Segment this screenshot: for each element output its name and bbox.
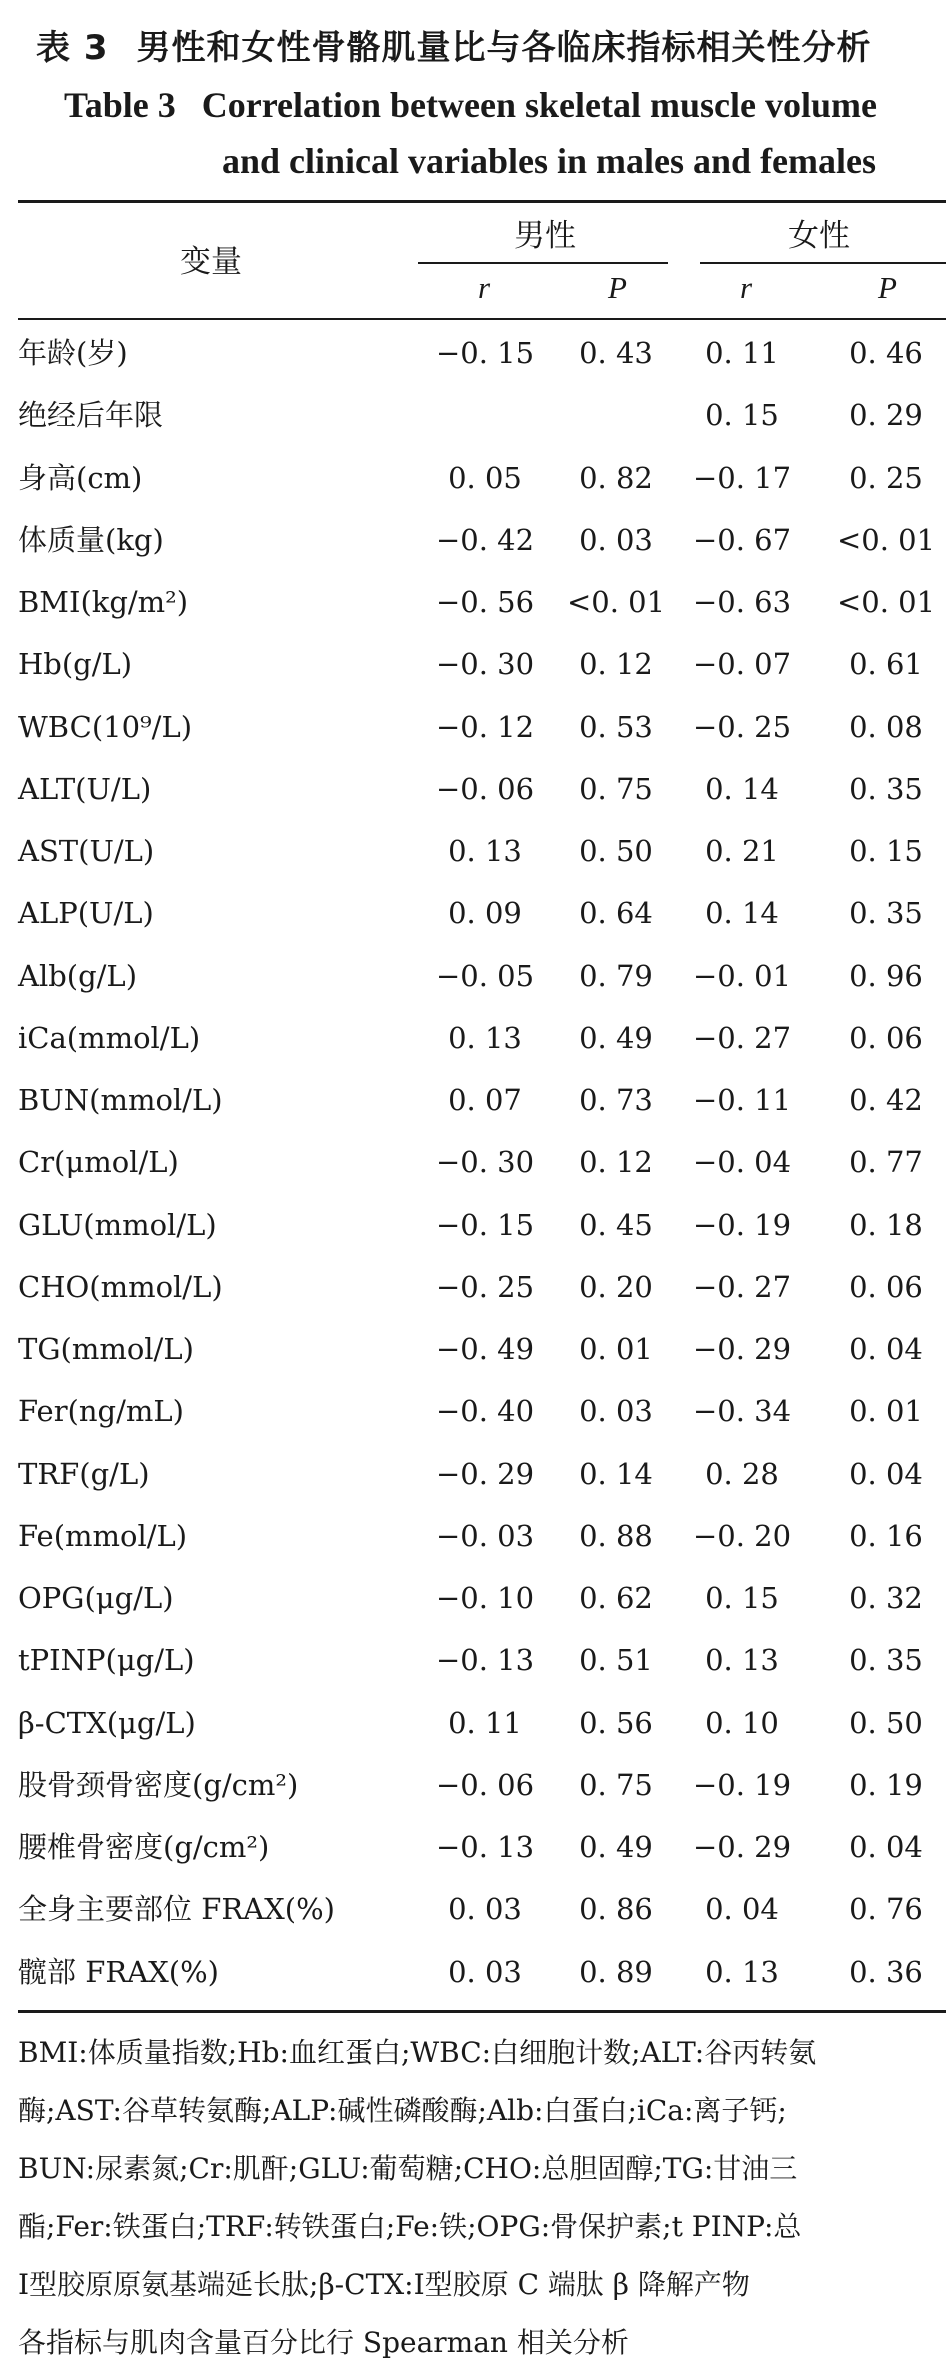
table-row bbox=[0, 758, 946, 820]
female-p-value: 0. 96 bbox=[849, 958, 923, 993]
female-r-value: −0. 17 bbox=[692, 460, 792, 495]
header-variable: 变量 bbox=[180, 244, 242, 280]
male-r-value: −0. 06 bbox=[435, 1767, 535, 1802]
table-row bbox=[0, 1941, 946, 2003]
female-r-value: −0. 63 bbox=[692, 585, 792, 619]
table-caption-en bbox=[64, 84, 877, 126]
table-caption-zh bbox=[36, 20, 872, 69]
male-p-value: 0. 14 bbox=[579, 1456, 653, 1491]
female-p-value: 0. 35 bbox=[849, 771, 923, 806]
female-r-value: −0. 19 bbox=[692, 1207, 792, 1242]
male-p-value: 0. 12 bbox=[579, 1145, 653, 1180]
female-p-value: 0. 29 bbox=[849, 398, 923, 433]
male-r-value: −0. 05 bbox=[435, 958, 535, 993]
female-p-value: 0. 16 bbox=[849, 1518, 923, 1553]
table-row bbox=[0, 571, 946, 633]
header-male-r: r bbox=[478, 270, 491, 305]
row-variable: OPG(μg/L) bbox=[18, 1581, 174, 1615]
male-p-value: 0. 50 bbox=[579, 834, 653, 868]
row-variable: 股骨颈骨密度(g/cm²) bbox=[18, 1767, 299, 1802]
female-p-value: 0. 08 bbox=[849, 709, 923, 744]
female-p-value: 0. 76 bbox=[849, 1892, 923, 1927]
female-r-value: 0. 04 bbox=[705, 1892, 779, 1927]
female-r-value: 0. 13 bbox=[705, 1954, 779, 1989]
table-row bbox=[0, 882, 946, 944]
table-header-rule bbox=[18, 318, 946, 320]
female-p-value: 0. 35 bbox=[849, 896, 923, 931]
female-r-value: −0. 07 bbox=[692, 647, 792, 682]
female-p-value: 0. 15 bbox=[849, 834, 923, 868]
female-p-value: 0. 19 bbox=[849, 1767, 923, 1802]
male-p-value: 0. 62 bbox=[579, 1581, 653, 1615]
row-variable: ALP(U/L) bbox=[18, 896, 154, 931]
footnote-line: 酯;Fer:铁蛋白;TRF:转铁蛋白;Fe:铁;OPG:骨保护素;t PINP:总 bbox=[18, 2210, 802, 2243]
row-variable: 腰椎骨密度(g/cm²) bbox=[18, 1830, 270, 1864]
female-r-value: −0. 67 bbox=[692, 522, 792, 557]
male-r-value: 0. 05 bbox=[448, 460, 522, 495]
table-row bbox=[0, 1380, 946, 1442]
male-r-value: −0. 10 bbox=[435, 1581, 535, 1615]
row-variable: Hb(g/L) bbox=[18, 647, 133, 682]
female-p-value: 0. 04 bbox=[849, 1456, 923, 1491]
female-r-value: −0. 20 bbox=[692, 1518, 792, 1553]
table-row bbox=[0, 509, 946, 571]
table-bottom-rule bbox=[18, 2010, 946, 2013]
female-p-value: 0. 25 bbox=[849, 460, 923, 495]
male-p-value: 0. 75 bbox=[579, 771, 653, 806]
table-row bbox=[0, 322, 946, 384]
table-row bbox=[0, 1629, 946, 1691]
row-variable: Cr(μmol/L) bbox=[18, 1145, 179, 1180]
male-r-value: −0. 06 bbox=[435, 771, 535, 806]
row-variable: 身高(cm) bbox=[18, 460, 143, 495]
male-r-value: −0. 13 bbox=[435, 1643, 535, 1678]
male-p-value: 0. 89 bbox=[579, 1954, 653, 1989]
footnote-line: 酶;AST:谷草转氨酶;ALP:碱性磷酸酶;Alb:白蛋白;iCa:离子钙; bbox=[18, 2094, 787, 2127]
female-r-value: 0. 28 bbox=[705, 1456, 779, 1491]
female-p-value: 0. 61 bbox=[849, 647, 923, 682]
male-p-value: 0. 49 bbox=[579, 1830, 653, 1864]
table-row bbox=[0, 384, 946, 446]
male-p-value: 0. 79 bbox=[579, 958, 653, 993]
female-p-value: 0. 18 bbox=[849, 1207, 923, 1242]
female-p-value: 0. 06 bbox=[849, 1269, 923, 1304]
row-variable: CHO(mmol/L) bbox=[18, 1269, 223, 1304]
female-r-value: −0. 27 bbox=[692, 1020, 792, 1055]
male-group-rule bbox=[418, 262, 668, 264]
male-r-value: −0. 30 bbox=[435, 647, 535, 682]
row-variable: GLU(mmol/L) bbox=[18, 1207, 217, 1242]
header-female-r: r bbox=[740, 270, 753, 305]
row-variable: Alb(g/L) bbox=[18, 958, 138, 993]
row-variable: ALT(U/L) bbox=[18, 771, 152, 806]
male-r-value: 0. 13 bbox=[448, 834, 522, 868]
table-row bbox=[0, 820, 946, 882]
row-variable: BMI(kg/m²) bbox=[18, 585, 189, 619]
female-p-value: 0. 77 bbox=[849, 1145, 923, 1180]
female-p-value: 0. 04 bbox=[849, 1332, 923, 1366]
header-female-p: P bbox=[878, 270, 897, 305]
female-r-value: −0. 27 bbox=[692, 1269, 792, 1304]
row-variable: β-CTX(μg/L) bbox=[18, 1705, 196, 1740]
table-row bbox=[0, 1007, 946, 1069]
male-r-value: −0. 40 bbox=[435, 1394, 535, 1429]
footnote-line: BUN:尿素氮;Cr:肌酐;GLU:葡萄糖;CHO:总胆固醇;TG:甘油三 bbox=[18, 2152, 798, 2185]
male-p-value: 0. 49 bbox=[579, 1020, 653, 1055]
male-p-value: 0. 45 bbox=[579, 1207, 653, 1242]
row-variable: 绝经后年限 bbox=[18, 398, 164, 433]
male-r-value: −0. 15 bbox=[435, 1207, 535, 1242]
table-row bbox=[0, 945, 946, 1007]
female-r-value: −0. 19 bbox=[692, 1767, 792, 1802]
row-variable: 体质量(kg) bbox=[18, 522, 164, 557]
row-variable: iCa(mmol/L) bbox=[18, 1020, 201, 1055]
table-row bbox=[0, 1443, 946, 1505]
table-row bbox=[0, 1194, 946, 1256]
footnote-line: BMI:体质量指数;Hb:血红蛋白;WBC:白细胞计数;ALT:谷丙转氨 bbox=[18, 2036, 817, 2069]
male-r-value: −0. 12 bbox=[435, 709, 535, 744]
male-p-value: 0. 20 bbox=[579, 1269, 653, 1304]
male-p-value: 0. 01 bbox=[579, 1332, 653, 1366]
table-row bbox=[0, 1318, 946, 1380]
header-female: 女性 bbox=[788, 218, 850, 254]
row-variable: Fer(ng/mL) bbox=[18, 1394, 184, 1429]
female-r-value: −0. 25 bbox=[692, 709, 792, 744]
male-r-value: −0. 56 bbox=[435, 585, 535, 619]
male-r-value: −0. 42 bbox=[435, 522, 535, 557]
male-p-value: 0. 82 bbox=[579, 460, 653, 495]
table-number-en: Table 3 bbox=[64, 85, 176, 125]
male-r-value: 0. 09 bbox=[448, 896, 522, 931]
table-row bbox=[0, 1567, 946, 1629]
row-variable: BUN(mmol/L) bbox=[18, 1083, 223, 1117]
table-row bbox=[0, 1069, 946, 1131]
table-row bbox=[0, 1754, 946, 1816]
female-r-value: 0. 15 bbox=[705, 1581, 779, 1615]
female-r-value: 0. 11 bbox=[705, 336, 779, 370]
table-row bbox=[0, 1692, 946, 1754]
table-row bbox=[0, 1131, 946, 1193]
row-variable: WBC(10⁹/L) bbox=[18, 709, 193, 744]
female-p-value: 0. 50 bbox=[849, 1705, 923, 1740]
female-r-value: −0. 34 bbox=[692, 1394, 792, 1429]
female-r-value: 0. 15 bbox=[705, 398, 779, 433]
female-p-value: <0. 01 bbox=[836, 522, 936, 557]
table-row bbox=[0, 1505, 946, 1567]
male-r-value: −0. 13 bbox=[435, 1830, 535, 1864]
female-r-value: −0. 01 bbox=[692, 958, 792, 993]
male-p-value: 0. 56 bbox=[579, 1705, 653, 1740]
table-row bbox=[0, 1816, 946, 1878]
female-p-value: 0. 32 bbox=[849, 1581, 923, 1615]
female-r-value: 0. 14 bbox=[705, 896, 779, 931]
male-p-value: <0. 01 bbox=[566, 585, 666, 619]
male-p-value: 0. 03 bbox=[579, 1394, 653, 1429]
female-r-value: 0. 10 bbox=[705, 1705, 779, 1740]
female-p-value: 0. 01 bbox=[849, 1394, 923, 1429]
male-p-value: 0. 03 bbox=[579, 522, 653, 557]
female-r-value: 0. 13 bbox=[705, 1643, 779, 1678]
female-r-value: −0. 04 bbox=[692, 1145, 792, 1180]
male-p-value: 0. 12 bbox=[579, 647, 653, 682]
table-title-en-line1: Correlation between skeletal muscle volume bbox=[201, 85, 877, 125]
female-r-value: −0. 29 bbox=[692, 1332, 792, 1366]
male-r-value: −0. 49 bbox=[435, 1332, 535, 1366]
male-p-value: 0. 51 bbox=[579, 1643, 653, 1678]
female-r-value: −0. 11 bbox=[692, 1083, 792, 1117]
table-row bbox=[0, 1256, 946, 1318]
table-title-zh: 男性和女性骨骼肌量比与各临床指标相关性分析 bbox=[136, 28, 872, 68]
female-r-value: 0. 21 bbox=[705, 834, 779, 868]
male-p-value: 0. 43 bbox=[579, 336, 653, 370]
table-row bbox=[0, 447, 946, 509]
table-top-rule bbox=[18, 200, 946, 203]
female-r-value: −0. 29 bbox=[692, 1830, 792, 1864]
female-p-value: 0. 35 bbox=[849, 1643, 923, 1678]
table-row bbox=[0, 696, 946, 758]
male-r-value: −0. 30 bbox=[435, 1145, 535, 1180]
male-p-value: 0. 53 bbox=[579, 709, 653, 744]
male-r-value: 0. 11 bbox=[448, 1705, 522, 1740]
row-variable: TRF(g/L) bbox=[18, 1456, 150, 1491]
row-variable: 髋部 FRAX(%) bbox=[18, 1954, 219, 1989]
female-p-value: <0. 01 bbox=[836, 585, 936, 619]
male-r-value: −0. 15 bbox=[435, 336, 535, 370]
row-variable: AST(U/L) bbox=[18, 834, 155, 868]
table-number-zh: 表 3 bbox=[36, 28, 109, 68]
female-p-value: 0. 06 bbox=[849, 1020, 923, 1055]
row-variable: tPINP(μg/L) bbox=[18, 1643, 195, 1678]
male-p-value: 0. 88 bbox=[579, 1518, 653, 1553]
row-variable: 年龄(岁) bbox=[18, 336, 128, 370]
male-r-value: −0. 25 bbox=[435, 1269, 535, 1304]
male-r-value: −0. 29 bbox=[435, 1456, 535, 1491]
female-p-value: 0. 36 bbox=[849, 1954, 923, 1989]
female-p-value: 0. 42 bbox=[849, 1083, 923, 1117]
header-male-p: P bbox=[608, 270, 627, 305]
table-title-en-line2: and clinical variables in males and females bbox=[222, 141, 877, 181]
male-r-value: −0. 03 bbox=[435, 1518, 535, 1553]
male-r-value: 0. 07 bbox=[448, 1083, 522, 1117]
table-row bbox=[0, 633, 946, 695]
row-variable: Fe(mmol/L) bbox=[18, 1518, 188, 1553]
female-r-value: 0. 14 bbox=[705, 771, 779, 806]
male-p-value: 0. 75 bbox=[579, 1767, 653, 1802]
male-r-value: 0. 13 bbox=[448, 1020, 522, 1055]
male-r-value: 0. 03 bbox=[448, 1954, 522, 1989]
male-p-value: 0. 64 bbox=[579, 896, 653, 931]
row-variable: TG(mmol/L) bbox=[18, 1332, 194, 1366]
female-group-rule bbox=[700, 262, 946, 264]
female-p-value: 0. 46 bbox=[849, 336, 923, 370]
footnote-line: 各指标与肌肉含量百分比行 Spearman 相关分析 bbox=[18, 2326, 629, 2359]
male-p-value: 0. 73 bbox=[579, 1083, 653, 1117]
header-male: 男性 bbox=[514, 218, 576, 254]
female-p-value: 0. 04 bbox=[849, 1830, 923, 1864]
footnote-line: Ⅰ型胶原原氨基端延长肽;β-CTX:Ⅰ型胶原 C 端肽 β 降解产物 bbox=[18, 2268, 750, 2301]
male-r-value: 0. 03 bbox=[448, 1892, 522, 1927]
male-p-value: 0. 86 bbox=[579, 1892, 653, 1927]
table-row bbox=[0, 1878, 946, 1940]
row-variable: 全身主要部位 FRAX(%) bbox=[18, 1892, 335, 1927]
